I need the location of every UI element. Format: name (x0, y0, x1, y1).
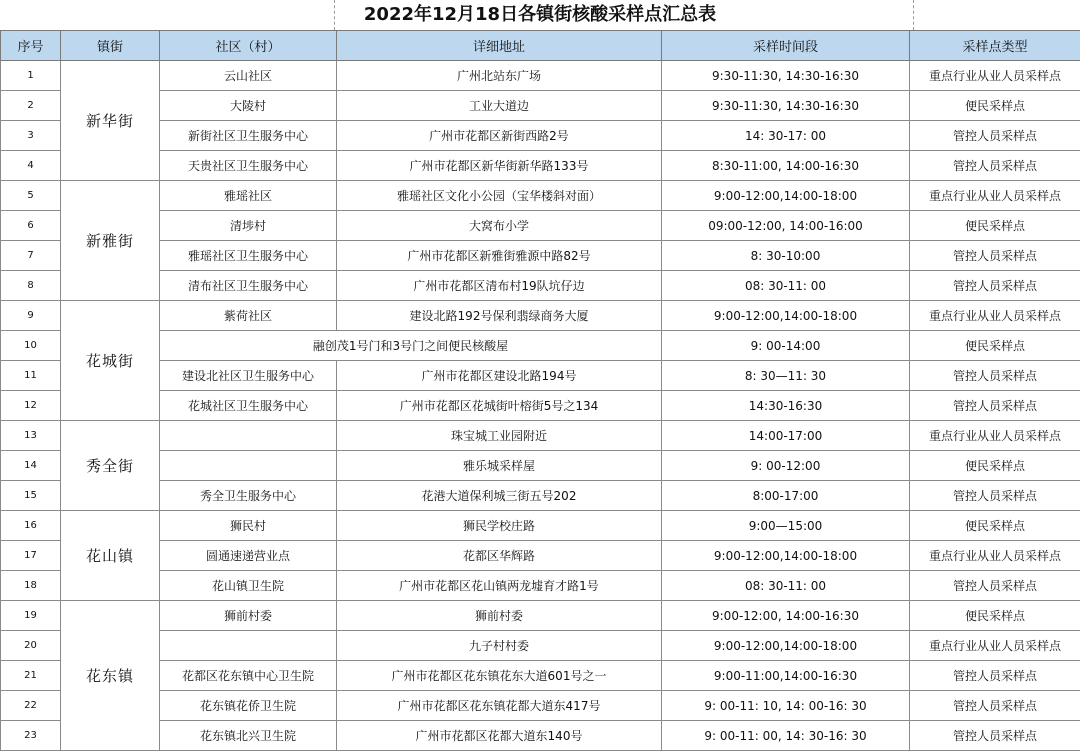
row-type: 管控人员采样点 (910, 391, 1080, 421)
row-time: 08: 30-11: 00 (662, 571, 910, 601)
row-address: 狮前村委 (337, 601, 662, 631)
row-community: 建设北社区卫生服务中心 (160, 361, 337, 391)
row-type: 管控人员采样点 (910, 121, 1080, 151)
row-no: 8 (1, 271, 61, 301)
row-address: 花港大道保利城三街五号202 (337, 481, 662, 511)
row-time: 9:30-11:30, 14:30-16:30 (662, 91, 910, 121)
row-address: 花都区华辉路 (337, 541, 662, 571)
table-row (1, 661, 1080, 691)
row-no: 18 (1, 571, 61, 601)
row-type: 便民采样点 (910, 211, 1080, 241)
row-time: 08: 30-11: 00 (662, 271, 910, 301)
row-time: 14: 30-17: 00 (662, 121, 910, 151)
row-community: 狮民村 (160, 511, 337, 541)
row-time: 9: 00-11: 10, 14: 00-16: 30 (662, 691, 910, 721)
row-no: 5 (1, 181, 61, 211)
row-no: 14 (1, 451, 61, 481)
row-address: 工业大道边 (337, 91, 662, 121)
table-row (1, 451, 1080, 481)
row-address: 珠宝城工业园附近 (337, 421, 662, 451)
row-community (160, 421, 337, 451)
row-time: 14:30-16:30 (662, 391, 910, 421)
row-no: 10 (1, 331, 61, 361)
row-type: 管控人员采样点 (910, 481, 1080, 511)
table-row (1, 181, 1080, 211)
row-time: 9:00-12:00,14:00-18:00 (662, 301, 910, 331)
row-type: 重点行业从业人员采样点 (910, 61, 1080, 91)
table-row (1, 481, 1080, 511)
row-community (160, 631, 337, 661)
row-address: 广州市花都区建设北路194号 (337, 361, 662, 391)
row-no: 4 (1, 151, 61, 181)
row-time: 9:00-12:00, 14:00-16:30 (662, 601, 910, 631)
row-community: 大陵村 (160, 91, 337, 121)
row-no: 15 (1, 481, 61, 511)
table-row (1, 541, 1080, 571)
row-address: 广州市花都区花东镇花东大道601号之一 (337, 661, 662, 691)
row-no: 17 (1, 541, 61, 571)
row-address: 建设北路192号保利翡绿商务大厦 (337, 301, 662, 331)
town-cell: 花东镇 (61, 601, 160, 751)
row-address: 广州市花都区花都大道东140号 (337, 721, 662, 751)
table-row (1, 121, 1080, 151)
row-time: 8: 30—11: 30 (662, 361, 910, 391)
row-type: 便民采样点 (910, 91, 1080, 121)
row-no: 21 (1, 661, 61, 691)
row-no: 23 (1, 721, 61, 751)
row-no: 1 (1, 61, 61, 91)
row-type: 重点行业从业人员采样点 (910, 631, 1080, 661)
table-row (1, 331, 1080, 361)
header-community: 社区（村） (160, 31, 337, 61)
row-no: 11 (1, 361, 61, 391)
row-community (160, 451, 337, 481)
table-row (1, 61, 1080, 91)
row-time: 8:30-11:00, 14:00-16:30 (662, 151, 910, 181)
table-row (1, 511, 1080, 541)
row-no: 7 (1, 241, 61, 271)
town-cell: 秀全街 (61, 421, 160, 511)
row-type: 便民采样点 (910, 601, 1080, 631)
title-divider (334, 0, 335, 30)
row-address: 雅乐城采样屋 (337, 451, 662, 481)
row-address: 广州市花都区花城街叶榕街5号之134 (337, 391, 662, 421)
row-no: 9 (1, 301, 61, 331)
row-community: 云山社区 (160, 61, 337, 91)
sampling-sites-table (0, 30, 1080, 751)
row-community: 紫荷社区 (160, 301, 337, 331)
row-type: 管控人员采样点 (910, 661, 1080, 691)
table-row (1, 361, 1080, 391)
row-time: 8: 30-10:00 (662, 241, 910, 271)
table-row (1, 721, 1080, 751)
row-address: 广州市花都区清布村19队坑仔边 (337, 271, 662, 301)
table-row (1, 271, 1080, 301)
row-type: 管控人员采样点 (910, 691, 1080, 721)
row-community: 秀全卫生服务中心 (160, 481, 337, 511)
row-time: 09:00-12:00, 14:00-16:00 (662, 211, 910, 241)
row-community: 雅瑶社区卫生服务中心 (160, 241, 337, 271)
row-merged-location: 融创茂1号门和3号门之间便民核酸屋 (160, 331, 662, 361)
row-community: 花城社区卫生服务中心 (160, 391, 337, 421)
row-address: 大窝布小学 (337, 211, 662, 241)
row-type: 管控人员采样点 (910, 271, 1080, 301)
row-community: 花山镇卫生院 (160, 571, 337, 601)
row-address: 狮民学校庄路 (337, 511, 662, 541)
row-no: 2 (1, 91, 61, 121)
row-time: 14:00-17:00 (662, 421, 910, 451)
row-type: 管控人员采样点 (910, 721, 1080, 751)
table-row (1, 301, 1080, 331)
row-community: 圆通速递营业点 (160, 541, 337, 571)
header-type: 采样点类型 (910, 31, 1080, 61)
row-no: 16 (1, 511, 61, 541)
row-type: 管控人员采样点 (910, 361, 1080, 391)
row-address: 广州市花都区新街西路2号 (337, 121, 662, 151)
row-no: 13 (1, 421, 61, 451)
row-type: 便民采样点 (910, 331, 1080, 361)
table-row (1, 151, 1080, 181)
row-community: 狮前村委 (160, 601, 337, 631)
row-type: 便民采样点 (910, 511, 1080, 541)
row-type: 重点行业从业人员采样点 (910, 181, 1080, 211)
table-row (1, 241, 1080, 271)
row-type: 重点行业从业人员采样点 (910, 301, 1080, 331)
row-no: 12 (1, 391, 61, 421)
row-time: 9: 00-11: 00, 14: 30-16: 30 (662, 721, 910, 751)
table-row (1, 211, 1080, 241)
row-time: 9: 00-12:00 (662, 451, 910, 481)
table-row (1, 631, 1080, 661)
row-type: 管控人员采样点 (910, 241, 1080, 271)
row-address: 广州市花都区花东镇花都大道东417号 (337, 691, 662, 721)
row-address: 九子村村委 (337, 631, 662, 661)
row-no: 22 (1, 691, 61, 721)
row-type: 重点行业从业人员采样点 (910, 421, 1080, 451)
table-row (1, 421, 1080, 451)
row-community: 新街社区卫生服务中心 (160, 121, 337, 151)
row-time: 9:00—15:00 (662, 511, 910, 541)
row-no: 20 (1, 631, 61, 661)
row-address: 广州市花都区新雅街雅源中路82号 (337, 241, 662, 271)
row-community: 花东镇北兴卫生院 (160, 721, 337, 751)
row-community: 清布社区卫生服务中心 (160, 271, 337, 301)
row-time: 9:00-12:00,14:00-18:00 (662, 631, 910, 661)
row-address: 广州市花都区新华街新华路133号 (337, 151, 662, 181)
header-row (1, 31, 1080, 61)
row-address: 广州市花都区花山镇两龙墟育才路1号 (337, 571, 662, 601)
row-community: 天贵社区卫生服务中心 (160, 151, 337, 181)
row-type: 重点行业从业人员采样点 (910, 541, 1080, 571)
table-row (1, 601, 1080, 631)
row-no: 6 (1, 211, 61, 241)
table-row (1, 571, 1080, 601)
page-title: 2022年12月18日各镇街核酸采样点汇总表 (0, 0, 1080, 30)
row-time: 8:00-17:00 (662, 481, 910, 511)
header-town: 镇街 (61, 31, 160, 61)
row-community: 雅瑶社区 (160, 181, 337, 211)
row-no: 19 (1, 601, 61, 631)
table-row (1, 91, 1080, 121)
row-community: 花东镇花侨卫生院 (160, 691, 337, 721)
table-row (1, 391, 1080, 421)
row-time: 9: 00-14:00 (662, 331, 910, 361)
town-cell: 新雅街 (61, 181, 160, 301)
row-type: 便民采样点 (910, 451, 1080, 481)
row-type: 管控人员采样点 (910, 571, 1080, 601)
table-row (1, 691, 1080, 721)
row-type: 管控人员采样点 (910, 151, 1080, 181)
row-community: 花都区花东镇中心卫生院 (160, 661, 337, 691)
row-community: 清埗村 (160, 211, 337, 241)
row-time: 9:00-11:00,14:00-16:30 (662, 661, 910, 691)
title-divider (913, 0, 914, 30)
row-address: 广州北站东广场 (337, 61, 662, 91)
town-cell: 花山镇 (61, 511, 160, 601)
row-address: 雅瑶社区文化小公园（宝华楼斜对面） (337, 181, 662, 211)
town-cell: 新华街 (61, 61, 160, 181)
row-no: 3 (1, 121, 61, 151)
row-time: 9:00-12:00,14:00-18:00 (662, 541, 910, 571)
header-address: 详细地址 (337, 31, 662, 61)
row-time: 9:30-11:30, 14:30-16:30 (662, 61, 910, 91)
header-time: 采样时间段 (662, 31, 910, 61)
row-time: 9:00-12:00,14:00-18:00 (662, 181, 910, 211)
header-no: 序号 (1, 31, 61, 61)
town-cell: 花城街 (61, 301, 160, 421)
